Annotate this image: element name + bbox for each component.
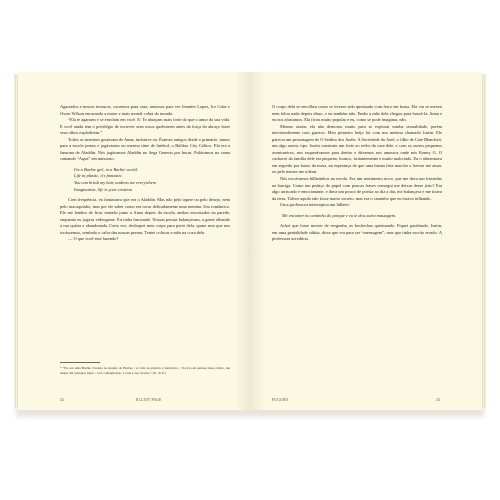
paragraph: “Ela te agarram e se enrolam em você. E: Te abraçam mais forte do que o amor da sua vida. E você ainda tem o privilégio de escrever seus ossos quebrarem antes da força do abraço fazer seus olhos explodirem.” (60, 117, 230, 136)
paragraph: Com frequência, eu fantasiava que era o Aladdin. Mas não pelo tapete ou pelo desejo, nem pelo macaquinho, mas por ele saber como era tocar delicadamente uma menina. Um romântico. Ele me lembro de ficar sentado junto a Anna depois da escola, ambos encostados na parede, enquanto eu jogava videogame. Eu tinha fascinado. Nossas peruas balançavam, a gente olhando a rua quieta e abandonada. Certa vez, desloquei meu corpo para perto dela, quase sem que nos tocássemos, sentindo o calor das nossas pernas. Tentei colocar a mão na coxa dela. (60, 197, 230, 235)
paragraph: Mesmo assim, ela não demorou muito para se explorar minha sexualidade, porém inevitavelmente com garotos. Meu primeiro beijo foi com um menino chamado Justin. Ele parecia um personagem de O Senhor dos Anéis: A Sociedade do Anel, o filho de Cate Blanchett, um algo assim, tipo. Justin construiu um forte ao redor da casa dele, e com os outros pequenos aventureiros, nos esquerávamos para dentro e dávamos nos amassos onde nós Kenny G. O cachorro da família dele era pequeno, branco, irritantemente e muito malcriado. Eu o alimentava em segredo por baixo da mesa, na esperança de que uma batata frita marcha o fizesse me amar, ou pelo menos me tolerar. (272, 123, 442, 175)
left-page-number: 32 (60, 398, 65, 402)
left-page (18, 72, 251, 410)
lyric-line: Life in plastic, it's fantastic. (74, 173, 123, 179)
footnote: * “Eu sou uma Barbie vivendo no mundo da Barbie. / A vida de plástico é fantástica. / Você pode pentear meu cabelo, me despir em qualquer lugar. / Use a imaginação, a vida é sua criação.” (N. do E.) (60, 366, 230, 375)
lyric-line: I'm a Barbie girl, in a Barbie world. (74, 166, 138, 172)
song-lyrics (74, 167, 230, 193)
note-quote: Me encontre no cantinho do parque e eu te dou outra massagem. (282, 212, 397, 218)
footnote-divider (60, 362, 100, 363)
right-page-body (272, 104, 442, 243)
paragraph: Agarrados a nossos tesouros, corremos para casa, ansiosos para ver Jennifer Lopez, Ice Cube e Owen Wilson encarando a maior e mais mortal cobra do mundo. (60, 104, 230, 116)
paragraph: Nós trocávamos bilhetinhos na escola. Era um sentimento novo, que me dava um friozinho na barriga. Como um pedaço de papel com poucas frases consegui me deixar desse jeito? Era algo arriscado e emocionante, e dava um pouco de poesia ao dia a dia, me balançava e me tirava da terra. Talvez aquilo não fosse muito correto, mas era o caminho que eu estava trilhando. (272, 176, 442, 201)
right-running-head: FUGUEO (272, 398, 289, 402)
lyric-line: You can brush my hair, undress me everywhere. (74, 180, 158, 186)
right-page (250, 72, 482, 410)
paragraph: Uma professora interceptou um bilhete: (280, 202, 350, 208)
left-running-head: ELLIOT PAGE (136, 398, 162, 402)
paragraph: Todos os meninos gostavam de Anna, inclusive eu. Éramos amigos desde o primário, íamos para a escola juntos e jogávamos no mesmo time de futebol, o Halifax City Celtics. Ela era a fanzona de Aladdin. Nós jogávamos Aladdin no Sega Genesis por horas. Pulávamos na cama cantando “Aqua” em uníssono. (60, 136, 230, 162)
dialogue-line: — O que você está fazendo? (68, 236, 119, 242)
lyric-line: Imagination, life is your creation (74, 186, 133, 192)
left-page-body (60, 104, 230, 243)
right-page-number: 33 (436, 398, 441, 402)
paragraph: O corpo dela se encolheu como se tivesse sido queimado com ferro em brasa. Ela viu se mexeu nem falou nada depois disso, e eu também não. Então a mão dela chegou para buscá-la. Anna e eu nos afastamos. Ela ficou muito popular e eu, como se pode imaginar, não. (272, 104, 442, 123)
paragraph: Achei que fosse morrer de vergonha, as bochechas queimando. Fiquei paralisado, Justin, em uma genialidade súbita, disse que era para ser “mensagem”, mas que tinha escrito errado. A professora acreditou. (272, 223, 442, 242)
